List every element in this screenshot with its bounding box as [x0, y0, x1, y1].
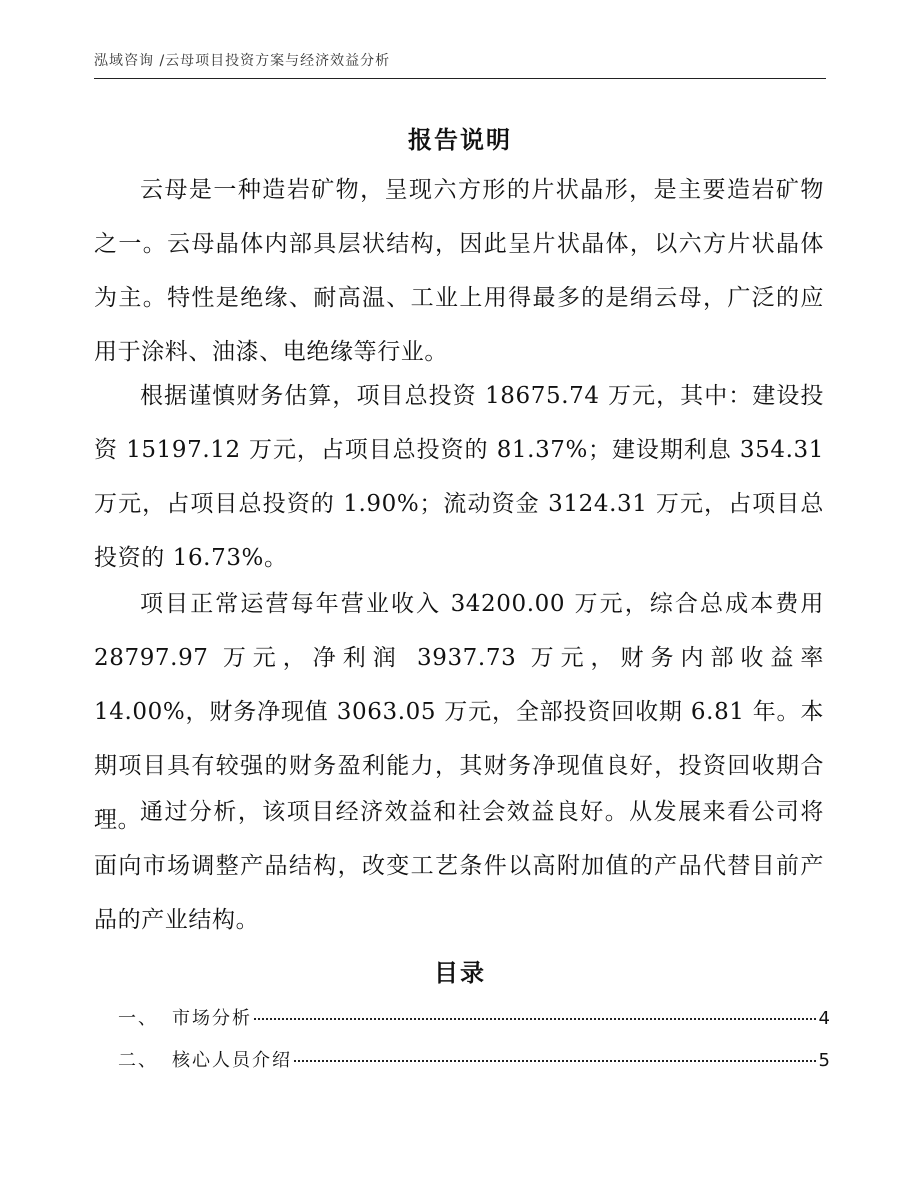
toc-title: 目录 — [434, 959, 486, 987]
toc-leader-dots — [254, 1018, 816, 1020]
toc-item-number: 二、 — [118, 1050, 158, 1071]
paragraph-mica-intro: 云母是一种造岩矿物，呈现六方形的片状晶形，是主要造岩矿物之一。云母晶体内部具层状结构，因此呈片状晶体，以六方片状晶体为主。特性是绝缘、耐高温、工业上用得最多的是绢云母，广泛的应用于涂料、油漆、电绝缘等行业。 — [94, 177, 824, 365]
toc-list — [118, 1004, 830, 1088]
toc-item-page: 4 — [818, 1008, 830, 1029]
paragraph-investment: 根据谨慎财务估算，项目总投资 18675.74 万元，其中：建设投资 15197.12 万元，占项目总投资的 81.37%；建设期利息 354.31 万元，占项目总投资的 1.90%；流动资金 3124.31 万元，占项目总投资的 16.73%。 — [94, 383, 824, 571]
report-body — [94, 163, 824, 379]
paragraph-revenue: 项目正常运营每年营业收入 34200.00 万元，综合总成本费用 28797.97 万元，净利润 3937.73 万元，财务内部收益率 14.00%，财务净现值 3063.05 万元，全部投资回收期 6.81 年。本期项目具有较强的财务盈利能力，其财务净现值良好，投资回收期合理。 — [94, 591, 824, 833]
report-title: 报告说明 — [408, 126, 512, 154]
paragraph-conclusion: 通过分析，该项目经济效益和社会效益良好。从发展来看公司将面向市场调整产品结构，改变工艺条件以高附加值的产品代替目前产品的产业结构。 — [94, 799, 824, 933]
page-header: 泓域咨询 /云母项目投资方案与经济效益分析 — [94, 50, 826, 79]
toc-item-core-personnel[interactable] — [118, 1046, 830, 1078]
toc-item-number: 一、 — [118, 1008, 158, 1029]
report-body-conclusion — [94, 785, 824, 947]
toc-leader-dots — [294, 1060, 816, 1062]
report-body-investment — [94, 369, 824, 585]
toc-item-label: 核心人员介绍 — [172, 1050, 292, 1071]
toc-item-market-analysis[interactable] — [118, 1004, 830, 1036]
toc-item-label: 市场分析 — [172, 1008, 252, 1029]
toc-item-page: 5 — [818, 1050, 830, 1071]
